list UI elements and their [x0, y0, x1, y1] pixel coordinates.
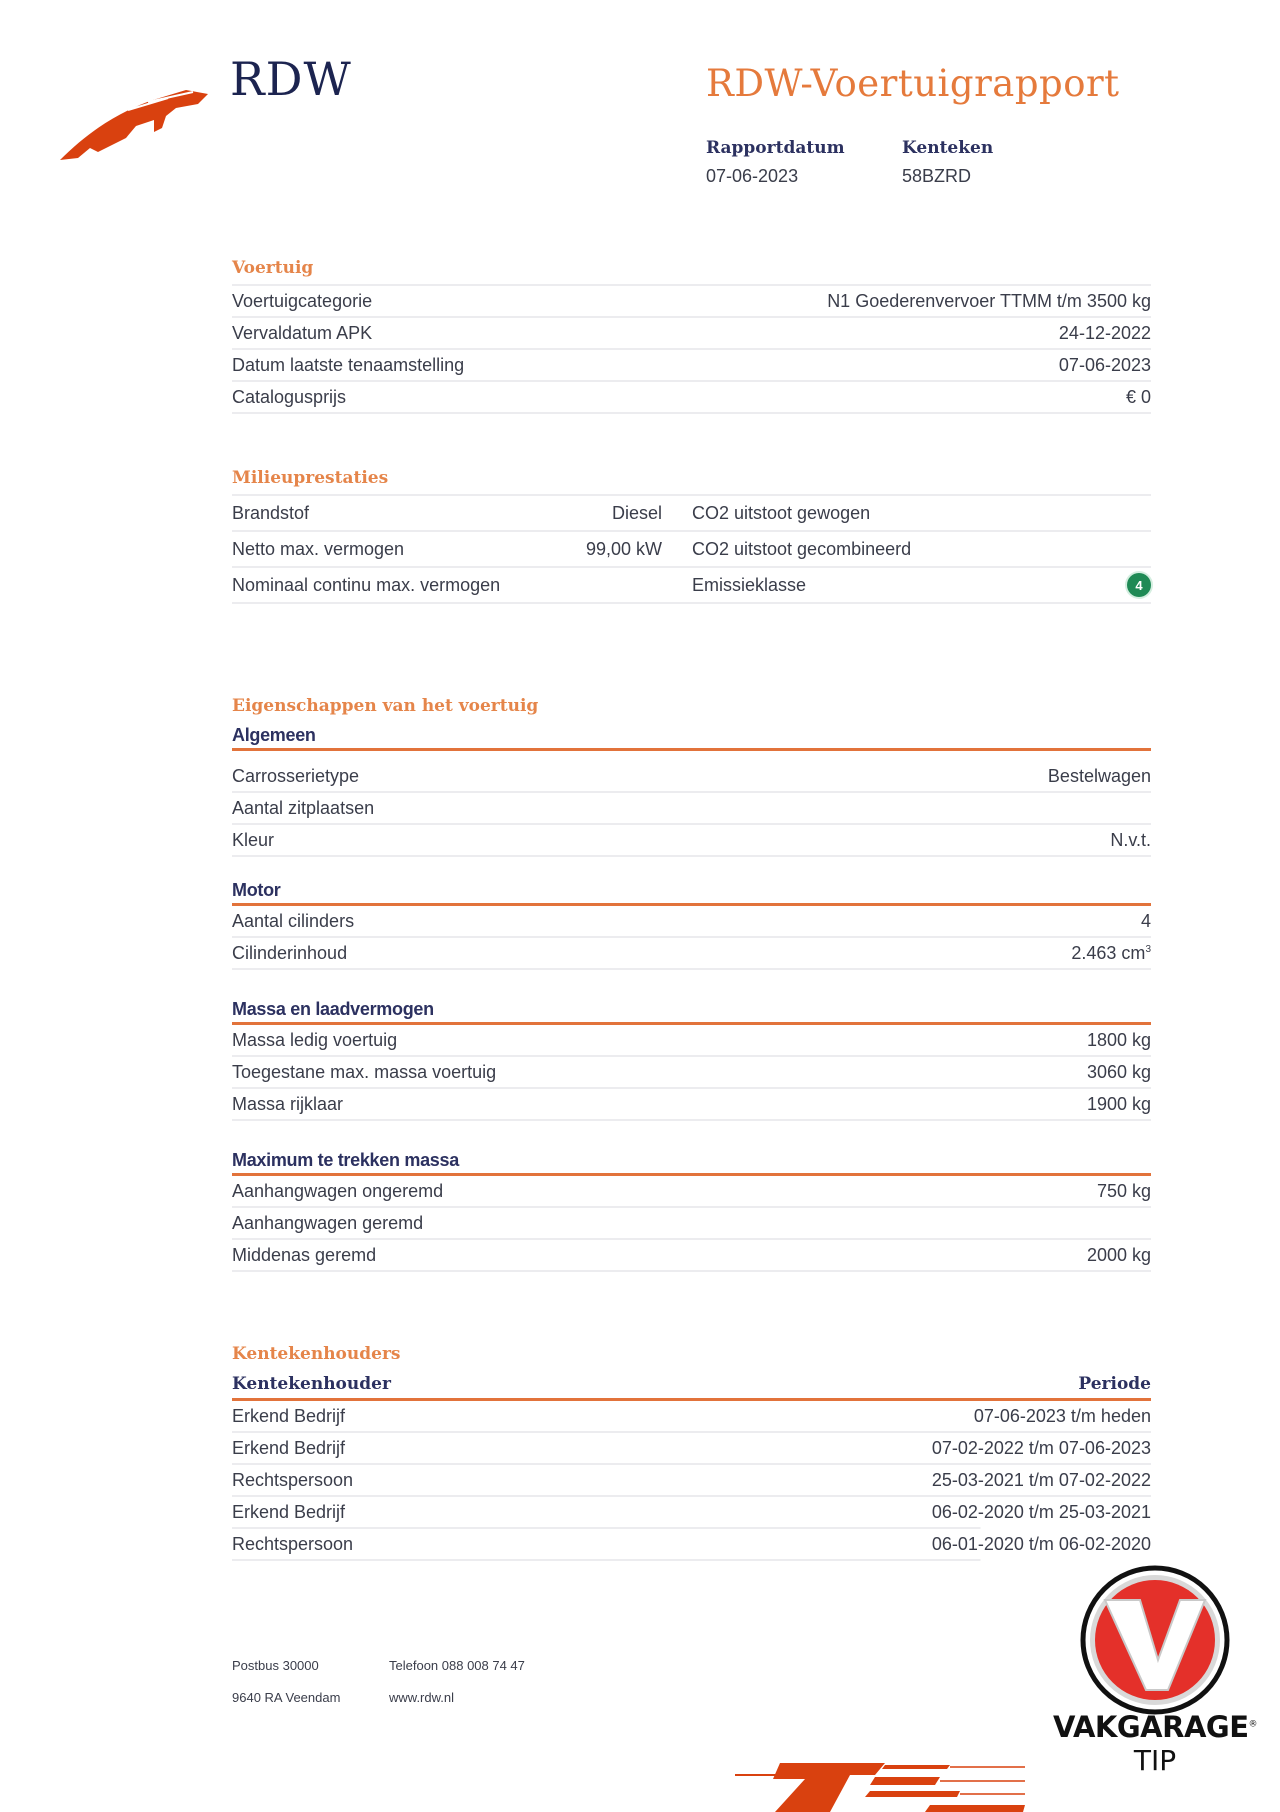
row-label: Emissieklasse: [692, 574, 807, 595]
row-label: Vervaldatum APK: [232, 322, 373, 343]
holder-period: 07-02-2022 t/m 07-06-2023: [931, 1437, 1151, 1458]
footer-website-link[interactable]: www.rdw.nl: [389, 1690, 455, 1705]
table-row: [232, 823, 1151, 857]
report-date-block: [706, 138, 845, 187]
row-label: Catalogusprijs: [232, 386, 347, 407]
row-value: € 0: [1125, 386, 1151, 407]
row-value: 99,00 kW: [585, 538, 662, 559]
table-row: [232, 1238, 1151, 1272]
plate-value: 58BZRD: [902, 166, 972, 186]
table-row: [232, 761, 1151, 791]
subsection-title-motor: Motor: [232, 877, 1151, 906]
row-label: Aantal zitplaatsen: [232, 797, 375, 818]
footer-phone: Telefoon 088 008 74 47: [389, 1658, 525, 1673]
rdw-stripes-decoration-icon: [735, 1755, 1025, 1812]
row-value: 2000 kg: [1086, 1244, 1151, 1265]
row-value: 07-06-2023: [1058, 354, 1151, 375]
table-row: [232, 1055, 1151, 1087]
table-row: [232, 380, 1151, 414]
row-value: 750 kg: [1096, 1180, 1151, 1201]
holder-type: Rechtspersoon: [232, 1469, 354, 1490]
row-label: Aanhangwagen ongeremd: [232, 1180, 444, 1201]
rdw-wordmark: RDW: [230, 52, 352, 106]
table-row: [232, 1527, 1151, 1561]
subsection-title-massa: Massa en laadvermogen: [232, 996, 1151, 1025]
row-label: Nominaal continu max. vermogen: [232, 574, 501, 595]
row-value: N.v.t.: [1110, 829, 1151, 850]
emission-class-badge: 4: [1127, 573, 1151, 597]
row-value: Bestelwagen: [1047, 765, 1151, 786]
holder-type: Erkend Bedrijf: [232, 1501, 346, 1522]
section-milieuprestaties: [232, 466, 1151, 604]
row-value: 2.463 $cm^3$: [1071, 942, 1151, 963]
table-row: [232, 1431, 1151, 1463]
holder-type: Erkend Bedrijf: [232, 1437, 346, 1458]
table-row: [232, 566, 1151, 604]
footer-address-line2: 9640 RA Veendam: [232, 1690, 341, 1705]
row-label: CO2 uitstoot gewogen: [692, 502, 871, 523]
row-label: Brandstof: [232, 502, 310, 523]
section-voertuig: [232, 256, 1151, 414]
section-title: Voertuig: [232, 258, 314, 278]
row-value: 1800 kg: [1086, 1029, 1151, 1050]
vakgarage-tip-logo: [1050, 1560, 1270, 1812]
vakgarage-tip-text: TIP: [1133, 1744, 1177, 1777]
row-value: 24-12-2022: [1058, 322, 1151, 343]
holder-period: 06-01-2020 t/m 06-02-2020: [931, 1533, 1151, 1554]
holder-period: 07-06-2023 t/m heden: [973, 1405, 1151, 1426]
row-label: Aantal cilinders: [232, 910, 355, 931]
vakgarage-v-icon: [1080, 1565, 1230, 1715]
plate-label: Kenteken: [902, 138, 994, 158]
table-row: [232, 316, 1151, 348]
row-label: Cilinderinhoud: [232, 942, 348, 963]
table-row: [232, 936, 1151, 970]
table-row: [232, 1025, 1151, 1055]
row-label: Massa ledig voertuig: [232, 1029, 398, 1050]
row-label: Toegestane max. massa voertuig: [232, 1061, 497, 1082]
row-value: N1 Goederenvervoer TTMM t/m 3500 kg: [827, 290, 1151, 311]
holder-period: 06-02-2020 t/m 25-03-2021: [931, 1501, 1151, 1522]
subsection-title-algemeen: Algemeen: [232, 722, 1151, 751]
section-title: Milieuprestaties: [232, 468, 389, 488]
row-label: Carrosserietype: [232, 765, 360, 786]
table-row: [232, 1176, 1151, 1206]
row-label: CO2 uitstoot gecombineerd: [692, 538, 912, 559]
row-label: Datum laatste tenaamstelling: [232, 354, 465, 375]
column-header-period: Periode: [1078, 1374, 1151, 1394]
section-kentekenhouders: [232, 1342, 1151, 1561]
report-date-value: 07-06-2023: [706, 166, 799, 186]
section-eigenschappen: [232, 694, 1151, 1272]
table-row: [232, 1463, 1151, 1495]
table-row: [232, 1206, 1151, 1238]
rdw-feather-logo-icon: [58, 82, 208, 162]
table-row: [232, 348, 1151, 380]
holder-period: 25-03-2021 t/m 07-02-2022: [931, 1469, 1151, 1490]
row-value: 1900 kg: [1086, 1093, 1151, 1114]
row-value: 4: [1140, 910, 1151, 931]
table-row: [232, 1495, 1151, 1527]
report-date-label: Rapportdatum: [706, 138, 845, 158]
table-row: [232, 284, 1151, 316]
row-label: Voertuigcategorie: [232, 290, 373, 311]
table-row: [232, 906, 1151, 936]
row-label: Middenas geremd: [232, 1244, 377, 1265]
row-value: Diesel: [611, 502, 662, 523]
table-row: [232, 1401, 1151, 1431]
footer-address-line1: Postbus 30000: [232, 1658, 319, 1673]
row-value: 3060 kg: [1086, 1061, 1151, 1082]
table-row: [232, 530, 1151, 566]
table-header: [232, 1370, 1151, 1401]
table-row: [232, 791, 1151, 823]
footer: [232, 1658, 525, 1722]
table-row: [232, 494, 1151, 530]
column-header-holder: Kentekenhouder: [232, 1374, 391, 1394]
row-label: Netto max. vermogen: [232, 538, 405, 559]
holder-type: Erkend Bedrijf: [232, 1405, 346, 1426]
section-title: Kentekenhouders: [232, 1344, 401, 1364]
row-label: Massa rijklaar: [232, 1093, 344, 1114]
section-title: Eigenschappen van het voertuig: [232, 696, 539, 716]
plate-block: [902, 138, 993, 187]
table-row: [232, 1087, 1151, 1121]
holder-type: Rechtspersoon: [232, 1533, 354, 1554]
row-label: Aanhangwagen geremd: [232, 1212, 424, 1233]
vakgarage-wordmark: VAKGARAGE®: [1052, 1710, 1258, 1744]
report-title: RDW-Voertuigrapport: [706, 62, 1120, 105]
row-label: Kleur: [232, 829, 275, 850]
subsection-title-trekken: Maximum te trekken massa: [232, 1147, 1151, 1176]
